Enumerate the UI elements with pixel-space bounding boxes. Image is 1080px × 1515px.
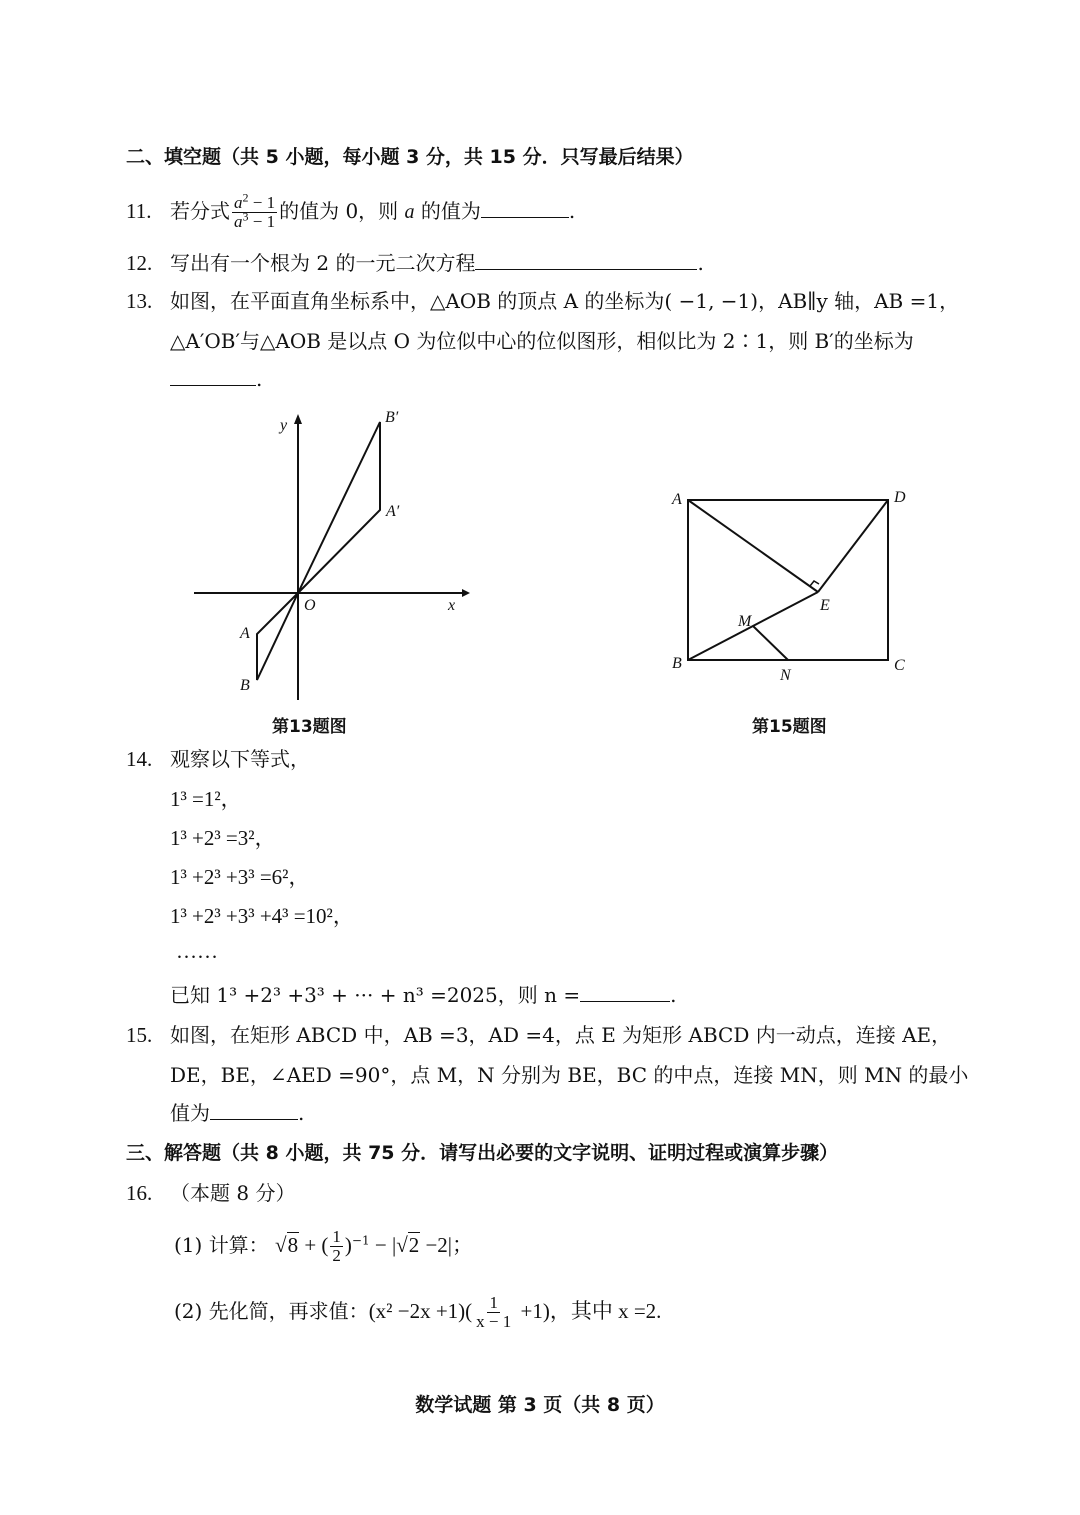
q13-line3: . [170,366,262,392]
label-a-prime: A′ [386,503,400,520]
label-m: M [738,613,752,630]
segment-mn [753,626,788,660]
question-number: 16. [126,1181,153,1205]
q11-fraction [232,190,277,231]
q11-mid: 的值为 0，则 [279,199,405,223]
label-d: D [894,489,906,506]
x-axis-arrow-icon [462,589,470,597]
question-12: 12. 写出有一个根为 2 的一元二次方程 . [126,251,704,275]
label-a: A [240,625,250,642]
answer-blank[interactable] [170,367,256,386]
page-footer: 数学试题 第 3 页（共 8 页） [415,1394,665,1416]
q11-var: a [404,201,415,223]
question-14 [126,746,310,772]
q15-line1: 如图，在矩形 ABCD 中，AB =3，AD =4，点 E 为矩形 ABCD 内一动点，连接 AE， [170,1023,952,1047]
label-n: N [780,667,791,684]
q14-intro: 观察以下等式， [170,747,310,771]
fraction-numerator: $a^2 - 1$ [234,190,276,212]
question-number: 12. [126,251,153,275]
question-number: 15. [126,1023,153,1047]
right-angle-mark [810,581,819,586]
q14-eq4: 1³ +2³ +3³ +4³ =10²， [170,904,354,928]
q14-dots: …… [176,939,218,963]
rectangle-abcd [688,500,888,660]
figure-15 [660,480,920,690]
label-b-prime: B′ [385,409,399,426]
q14-eq2: 1³ +2³ =3²， [170,826,276,850]
question-13-line1 [126,288,959,314]
q16-part2: (2) 先化简，再求值：(x² −2x +1)( $\frac{1}{x - 1}$ +1)，其中 x =2. [174,1293,662,1331]
figure-13 [180,400,480,710]
q16-p1-fraction: $\frac{1}{2}$ [332,1227,341,1265]
answer-blank[interactable] [475,251,697,270]
answer-blank[interactable] [481,199,569,218]
figure-15-caption: 第15题图 [752,717,827,737]
q12-text: 写出有一个根为 2 的一元二次方程 [170,251,476,275]
q15-line3: 值为 . [170,1101,305,1125]
label-a: A [672,491,682,508]
answer-blank[interactable] [580,983,670,1002]
segment-ae [688,500,818,592]
q16-part1: (1) 计算： √8 + ( $\frac{1}{2}$ )$^{-1}$ − |√2 −2|； [174,1227,474,1265]
q14-eq3: 1³ +2³ +3³ =6²， [170,865,310,889]
label-b: B [240,677,250,694]
q11-pre: 若分式 [170,199,230,223]
fraction-denominator: $a^3 - 1$ [234,209,276,231]
section-3-title: 三、解答题（共 8 小题，共 75 分．请写出必要的文字说明、证明过程或演算步骤） [126,1142,839,1164]
segment-de [818,500,888,592]
triangle-aob [257,593,298,680]
label-x: x [448,597,456,614]
q14-eq1: 1³ =1²， [170,787,242,811]
question-number: 14. [126,747,153,771]
question-number: 13. [126,289,153,313]
answer-blank[interactable] [210,1101,298,1120]
triangle-a2ob2 [298,422,380,593]
q11-post: 的值为 [414,199,481,223]
section-2-title: 二、填空题（共 5 小题，每小题 3 分，共 15 分．只写最后结果） [126,146,694,168]
question-11: 11. 若分式 $\frac{a^2 - 1}{a^3 - 1}$ 的值为 0，则 a 的值为 . [126,190,576,231]
q13-line1: 如图，在平面直角坐标系中，△AOB 的顶点 A 的坐标为( −1, −1)，AB∥y 轴，AB =1， [170,289,960,313]
question-15-line1 [126,1022,951,1048]
q15-line2: DE，BE，∠AED =90°，点 M，N 分别为 BE，BC 的中点，连接 MN，则 MN 的最小 [170,1063,969,1087]
label-y: y [280,417,288,434]
question-number: 11. [126,199,152,223]
label-e: E [820,597,830,614]
label-o: O [304,597,316,614]
q16-score: （本题 8 分） [170,1181,296,1205]
q13-line2: △A′OB′与△AOB 是以点 O 为位似中心的位似图形，相似比为 2∶1，则 B′的坐标为 [170,329,914,353]
figure-13-caption: 第13题图 [272,717,347,737]
y-axis-arrow-icon [294,414,302,424]
label-c: C [894,657,905,674]
q14-known: 已知 1³ +2³ +3³ + ··· + n³ =2025，则 n = . [170,983,677,1007]
question-16 [126,1180,295,1206]
label-b: B [672,655,682,672]
q16-p2-fraction: $\frac{1}{x - 1}$ [476,1293,512,1331]
